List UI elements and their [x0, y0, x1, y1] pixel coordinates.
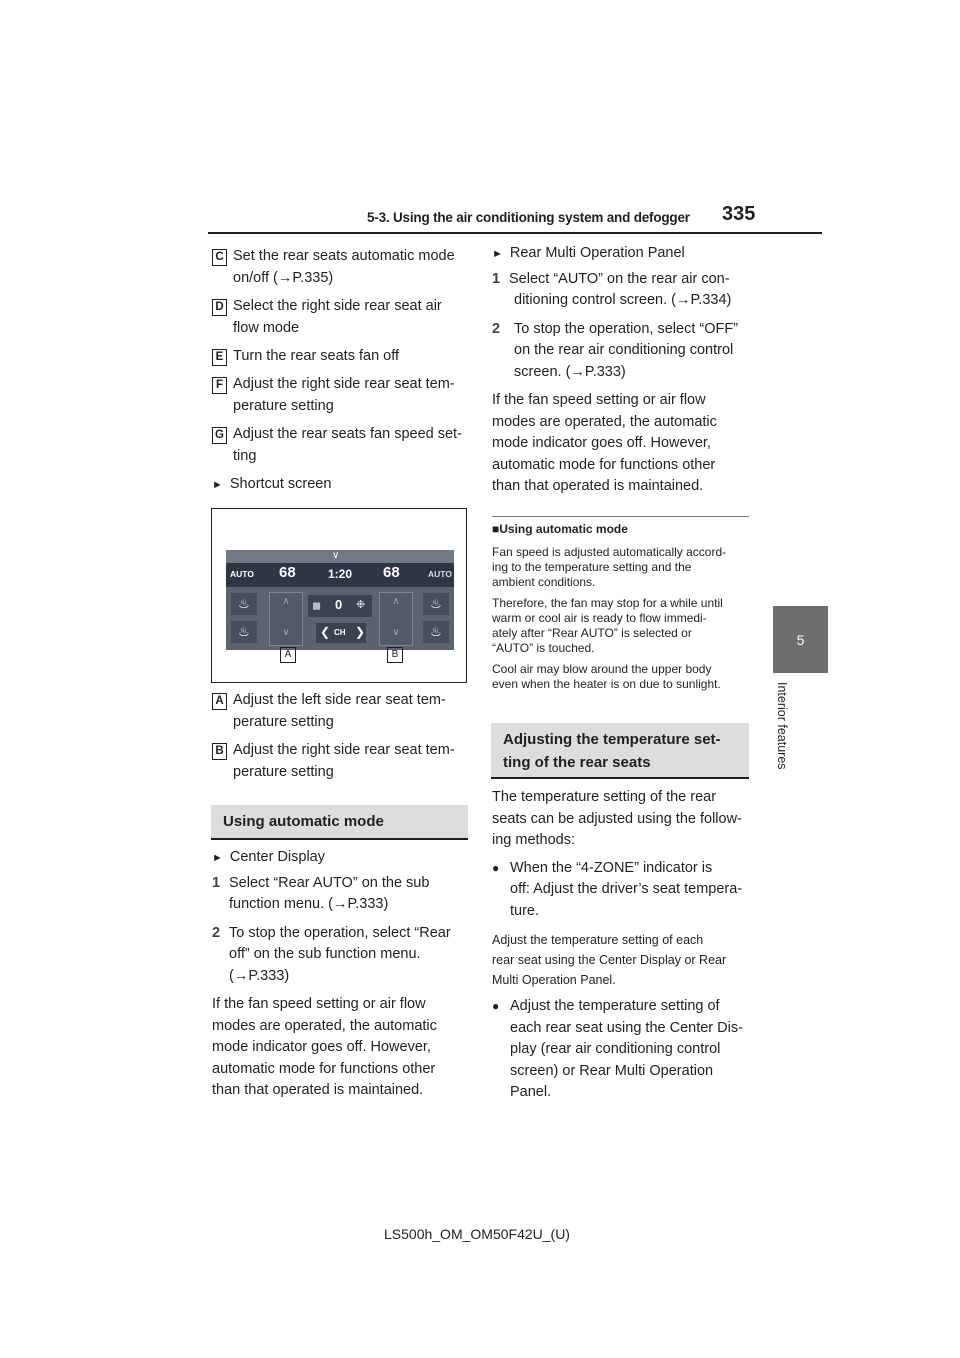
temp-setting-heading: Adjusting the temperature set- ting of the rear seats: [491, 723, 749, 779]
square-bullet-icon: ■: [492, 522, 500, 536]
bullet-icon: ●: [492, 860, 500, 875]
chevron-right-icon[interactable]: ❯: [355, 625, 366, 639]
temp-section-body: The temperature setting of the rear seats can be adjusted using the follow- ing methods: ● When the “4-ZONE” indicator is off: Adjust the driver’s seat tempera- ture. Adjust the temperature setting of each rear seat using the Center Display or Rear Multi Operation Panel. ● Adjust the temperature setting of each rear seat using the Center Dis- play (rear air conditioning control screen) or Rear Multi Operation Panel.: [492, 789, 743, 1100]
callout-b: B: [387, 647, 403, 663]
callout-item-b: B Adjust the right side rear seat tem- perature setting: [212, 740, 472, 783]
callout-item-g: G Adjust the rear seats fan speed set- ting: [212, 424, 472, 467]
callout-item-f: F Adjust the right side rear seat tem- perature setting: [212, 374, 472, 417]
note-block: ■Using automatic mode Fan speed is adjusted automatically accord- ing to the temperature setting and the ambient conditions. Therefore, the fan may stop for a while until warm or cool air is ready to flow immedi- ately after “Rear AUTO” is selected or “AUTO” is touched. Cool air may blow around the upper body even when the heater is on due to sunlight.: [492, 522, 727, 691]
shortcut-screen-figure: [211, 508, 467, 683]
fan-level: 0: [335, 597, 343, 612]
triangle-bullet-icon: ►: [212, 479, 223, 491]
left-temp-display: 68: [279, 564, 296, 581]
center-display-section: ► Center Display 1 Select “Rear AUTO” on the sub function menu. (→P.333) 2 To stop the operation, select “Rear off” on the sub function menu. (→P.333) If the fan speed setting or air flow modes are operated, the automatic mode indicator goes off. However, automatic mode for functions other than that operated is maintained.: [212, 849, 451, 1098]
seat-heater-icon[interactable]: ♨: [423, 593, 449, 615]
right-temp-display: 68: [383, 564, 400, 581]
bullet-icon: ●: [492, 999, 500, 1013]
auto-button-left[interactable]: AUTO: [230, 569, 254, 579]
header-rule: [208, 232, 822, 234]
chapter-label: Interior features: [775, 682, 789, 770]
callout-a: A: [280, 647, 296, 663]
screen-display: [226, 550, 454, 650]
clock-display: 1:20: [328, 567, 353, 581]
seat-vent-icon[interactable]: ♨: [423, 621, 449, 643]
fan-off-icon[interactable]: ◼: [312, 600, 322, 612]
section-title: 5-3. Using the air conditioning system and defogger: [367, 210, 690, 225]
callout-item-a: A Adjust the left side rear seat tem- perature setting: [212, 690, 472, 733]
triangle-bullet-icon: ►: [492, 248, 503, 260]
callout-item-e: E Turn the rear seats fan off: [212, 346, 472, 368]
chevron-down-icon[interactable]: ∨: [332, 550, 340, 561]
shortcut-heading: ► Shortcut screen: [212, 476, 332, 492]
auto-button-right[interactable]: AUTO: [428, 569, 452, 579]
chevron-left-icon[interactable]: ❮: [320, 625, 331, 639]
seat-heater-icon[interactable]: ♨: [231, 593, 257, 615]
fan-control[interactable]: [308, 595, 372, 617]
seat-vent-icon[interactable]: ♨: [231, 621, 257, 643]
triangle-bullet-icon: ►: [212, 852, 223, 864]
rear-panel-section: ► Rear Multi Operation Panel 1 Select “AUTO” on the rear air con- ditioning control screen. (→P.334) 2 To stop the operation, select “OFF” on the rear air conditioning control screen. (→P.333) If the fan speed setting or air flow modes are operated, the automatic mode indicator goes off. However, automatic mode for functions other than that operated is maintained.: [492, 245, 739, 494]
right-temp-stepper[interactable]: ∧ ∨: [379, 592, 413, 646]
channel-control[interactable]: [316, 623, 366, 643]
note-rule: [492, 516, 749, 517]
fan-speed-icon[interactable]: ❉: [356, 599, 366, 611]
page-number: 335: [722, 203, 756, 225]
using-auto-mode-heading: Using automatic mode: [211, 805, 468, 840]
ch-label: CH: [334, 628, 346, 637]
document-code-footer: LS500h_OM_OM50F42U_(U): [384, 1226, 570, 1242]
left-temp-stepper[interactable]: ∧ ∨: [269, 592, 303, 646]
callout-item-d: D Select the right side rear seat air flow mode: [212, 296, 472, 339]
callout-item-c: C Set the rear seats automatic mode on/off (→P.335): [212, 246, 472, 289]
chapter-tab: 5: [773, 606, 828, 673]
